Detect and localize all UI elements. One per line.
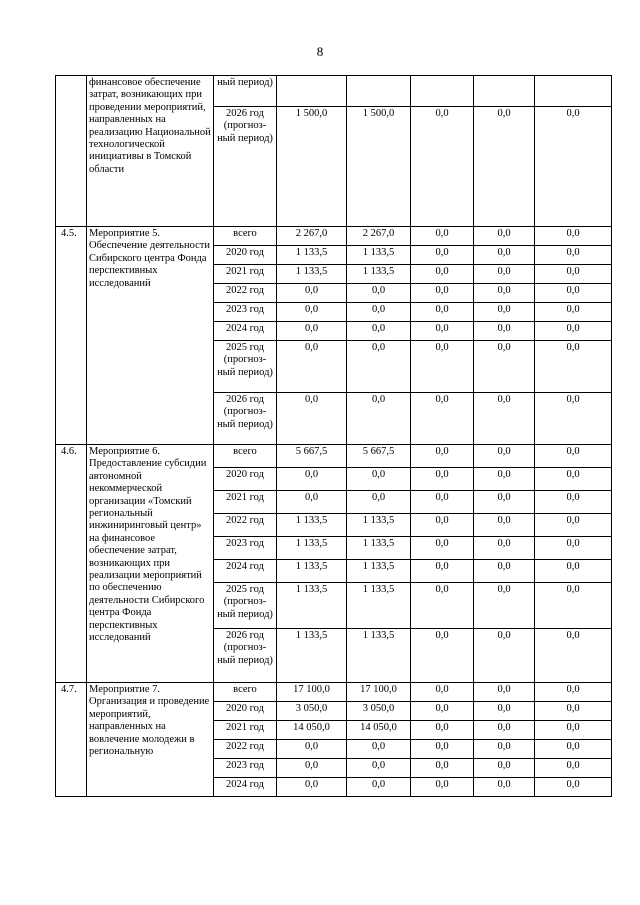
year-cell: 2021 год — [214, 491, 277, 514]
row-number-cell: 4.6. — [56, 445, 87, 683]
value-cell: 0,0 — [411, 702, 474, 721]
value-cell: 0,0 — [411, 322, 474, 341]
value-cell: 0,0 — [535, 683, 612, 702]
year-cell: ный период) — [214, 76, 277, 107]
year-cell: 2022 год — [214, 740, 277, 759]
activity-name-cell: финансовое обеспечение затрат, возникающих при проведении мероприятий, направленных на реализацию Национальной технологической инициативы в Томской области — [87, 76, 214, 227]
value-cell: 0,0 — [535, 560, 612, 583]
value-cell: 2 267,0 — [347, 227, 411, 246]
value-cell: 0,0 — [347, 491, 411, 514]
value-cell: 0,0 — [535, 246, 612, 265]
value-cell: 0,0 — [411, 537, 474, 560]
value-cell: 0,0 — [474, 537, 535, 560]
value-cell: 0,0 — [411, 721, 474, 740]
value-cell: 17 100,0 — [277, 683, 347, 702]
value-cell: 0,0 — [474, 683, 535, 702]
value-cell: 0,0 — [474, 629, 535, 683]
value-cell: 0,0 — [474, 107, 535, 227]
value-cell: 0,0 — [411, 583, 474, 629]
value-cell: 0,0 — [474, 246, 535, 265]
value-cell: 0,0 — [535, 393, 612, 445]
value-cell: 0,0 — [474, 740, 535, 759]
value-cell: 0,0 — [411, 759, 474, 778]
value-cell: 1 133,5 — [277, 246, 347, 265]
value-cell: 0,0 — [535, 778, 612, 797]
value-cell: 1 133,5 — [277, 629, 347, 683]
table-row — [56, 227, 612, 246]
year-cell: 2024 год — [214, 322, 277, 341]
value-cell: 0,0 — [411, 740, 474, 759]
value-cell: 1 133,5 — [277, 265, 347, 284]
table-body — [56, 76, 612, 797]
value-cell: 0,0 — [535, 629, 612, 683]
value-cell: 1 133,5 — [347, 629, 411, 683]
value-cell: 0,0 — [411, 445, 474, 468]
value-cell: 0,0 — [474, 778, 535, 797]
year-cell: 2020 год — [214, 702, 277, 721]
year-cell: 2024 год — [214, 778, 277, 797]
value-cell: 0,0 — [347, 778, 411, 797]
value-cell: 0,0 — [347, 322, 411, 341]
value-cell: 0,0 — [411, 265, 474, 284]
value-cell: 0,0 — [411, 284, 474, 303]
row-number-cell: 4.5. — [56, 227, 87, 445]
page-number: 8 — [316, 44, 324, 59]
value-cell: 0,0 — [474, 393, 535, 445]
table-row — [56, 445, 612, 468]
value-cell: 0,0 — [411, 107, 474, 227]
value-cell: 0,0 — [535, 759, 612, 778]
value-cell: 1 133,5 — [347, 537, 411, 560]
value-cell: 0,0 — [474, 284, 535, 303]
value-cell: 0,0 — [535, 107, 612, 227]
value-cell: 0,0 — [347, 759, 411, 778]
value-cell: 0,0 — [535, 322, 612, 341]
value-cell: 1 133,5 — [347, 246, 411, 265]
value-cell: 0,0 — [474, 265, 535, 284]
year-cell: 2023 год — [214, 303, 277, 322]
value-cell: 1 500,0 — [277, 107, 347, 227]
value-cell: 0,0 — [411, 491, 474, 514]
value-cell: 0,0 — [535, 702, 612, 721]
value-cell: 0,0 — [347, 303, 411, 322]
table-row — [56, 683, 612, 702]
value-cell: 0,0 — [277, 341, 347, 393]
value-cell: 1 133,5 — [347, 265, 411, 284]
value-cell: 2 267,0 — [277, 227, 347, 246]
year-cell: всего — [214, 227, 277, 246]
value-cell — [535, 76, 612, 107]
year-cell: всего — [214, 683, 277, 702]
value-cell: 1 133,5 — [347, 560, 411, 583]
budget-table — [55, 75, 612, 797]
value-cell: 0,0 — [474, 759, 535, 778]
row-number-cell — [56, 76, 87, 227]
value-cell: 0,0 — [411, 303, 474, 322]
value-cell: 0,0 — [535, 445, 612, 468]
value-cell: 0,0 — [277, 393, 347, 445]
value-cell: 0,0 — [535, 583, 612, 629]
year-cell: 2025 год (прогноз-ный период) — [214, 341, 277, 393]
value-cell: 1 133,5 — [277, 583, 347, 629]
value-cell: 0,0 — [535, 265, 612, 284]
row-number-cell: 4.7. — [56, 683, 87, 797]
value-cell: 0,0 — [474, 341, 535, 393]
value-cell: 0,0 — [347, 468, 411, 491]
value-cell: 0,0 — [277, 740, 347, 759]
value-cell: 0,0 — [535, 537, 612, 560]
value-cell: 0,0 — [277, 468, 347, 491]
value-cell: 0,0 — [535, 740, 612, 759]
value-cell: 0,0 — [474, 303, 535, 322]
activity-name-cell: Мероприятие 6. Предоставление субсидии автономной некоммерческой организации «Томский региональный инжиниринговый центр» на финансовое обеспечение затрат, возникающих при реализации мероприятий по обеспечению деятельности Сибирского центра Фонда перспективных исследований — [87, 445, 214, 683]
year-cell: 2026 год (прогноз-ный период) — [214, 393, 277, 445]
value-cell: 0,0 — [411, 560, 474, 583]
value-cell: 17 100,0 — [347, 683, 411, 702]
value-cell: 0,0 — [411, 629, 474, 683]
activity-name-cell: Мероприятие 7. Организация и проведение мероприятий, направленных на вовлечение молодежи в региональную — [87, 683, 214, 797]
value-cell: 0,0 — [474, 560, 535, 583]
value-cell: 5 667,5 — [277, 445, 347, 468]
year-cell: 2020 год — [214, 468, 277, 491]
value-cell — [474, 76, 535, 107]
value-cell: 14 050,0 — [347, 721, 411, 740]
value-cell: 0,0 — [535, 284, 612, 303]
value-cell: 0,0 — [474, 583, 535, 629]
value-cell: 0,0 — [411, 341, 474, 393]
value-cell: 0,0 — [474, 491, 535, 514]
year-cell: 2025 год (прогноз-ный период) — [214, 583, 277, 629]
value-cell: 3 050,0 — [347, 702, 411, 721]
value-cell: 0,0 — [347, 393, 411, 445]
year-cell: 2024 год — [214, 560, 277, 583]
year-cell: 2023 год — [214, 537, 277, 560]
value-cell: 0,0 — [535, 303, 612, 322]
value-cell: 1 133,5 — [347, 583, 411, 629]
value-cell: 0,0 — [347, 740, 411, 759]
value-cell: 0,0 — [474, 322, 535, 341]
value-cell — [277, 76, 347, 107]
value-cell: 1 500,0 — [347, 107, 411, 227]
year-cell: 2022 год — [214, 514, 277, 537]
table-row — [56, 76, 612, 107]
value-cell: 0,0 — [474, 227, 535, 246]
value-cell: 0,0 — [277, 284, 347, 303]
value-cell: 5 667,5 — [347, 445, 411, 468]
value-cell: 0,0 — [411, 778, 474, 797]
value-cell: 0,0 — [474, 468, 535, 491]
year-cell: 2026 год (прогноз-ный период) — [214, 107, 277, 227]
value-cell: 0,0 — [535, 468, 612, 491]
value-cell: 0,0 — [474, 514, 535, 537]
value-cell: 0,0 — [277, 303, 347, 322]
value-cell — [411, 76, 474, 107]
year-cell: всего — [214, 445, 277, 468]
value-cell: 14 050,0 — [277, 721, 347, 740]
value-cell: 0,0 — [277, 491, 347, 514]
value-cell: 0,0 — [411, 227, 474, 246]
value-cell: 0,0 — [411, 514, 474, 537]
value-cell: 3 050,0 — [277, 702, 347, 721]
value-cell: 0,0 — [535, 227, 612, 246]
value-cell: 0,0 — [535, 491, 612, 514]
year-cell: 2023 год — [214, 759, 277, 778]
value-cell: 0,0 — [535, 721, 612, 740]
value-cell — [347, 76, 411, 107]
value-cell: 0,0 — [474, 702, 535, 721]
year-cell: 2021 год — [214, 265, 277, 284]
value-cell: 0,0 — [411, 468, 474, 491]
activity-name-cell: Мероприятие 5. Обеспечение деятельности Сибирского центра Фонда перспективных исследований — [87, 227, 214, 445]
value-cell: 1 133,5 — [277, 560, 347, 583]
value-cell: 1 133,5 — [277, 514, 347, 537]
value-cell: 0,0 — [411, 683, 474, 702]
value-cell: 0,0 — [535, 514, 612, 537]
value-cell: 0,0 — [277, 778, 347, 797]
value-cell: 1 133,5 — [277, 537, 347, 560]
value-cell: 0,0 — [347, 341, 411, 393]
value-cell: 0,0 — [411, 246, 474, 265]
value-cell: 0,0 — [347, 284, 411, 303]
value-cell: 1 133,5 — [347, 514, 411, 537]
value-cell: 0,0 — [411, 393, 474, 445]
year-cell: 2022 год — [214, 284, 277, 303]
value-cell: 0,0 — [474, 445, 535, 468]
value-cell: 0,0 — [474, 721, 535, 740]
value-cell: 0,0 — [277, 322, 347, 341]
year-cell: 2026 год (прогноз-ный период) — [214, 629, 277, 683]
year-cell: 2020 год — [214, 246, 277, 265]
year-cell: 2021 год — [214, 721, 277, 740]
value-cell: 0,0 — [535, 341, 612, 393]
value-cell: 0,0 — [277, 759, 347, 778]
